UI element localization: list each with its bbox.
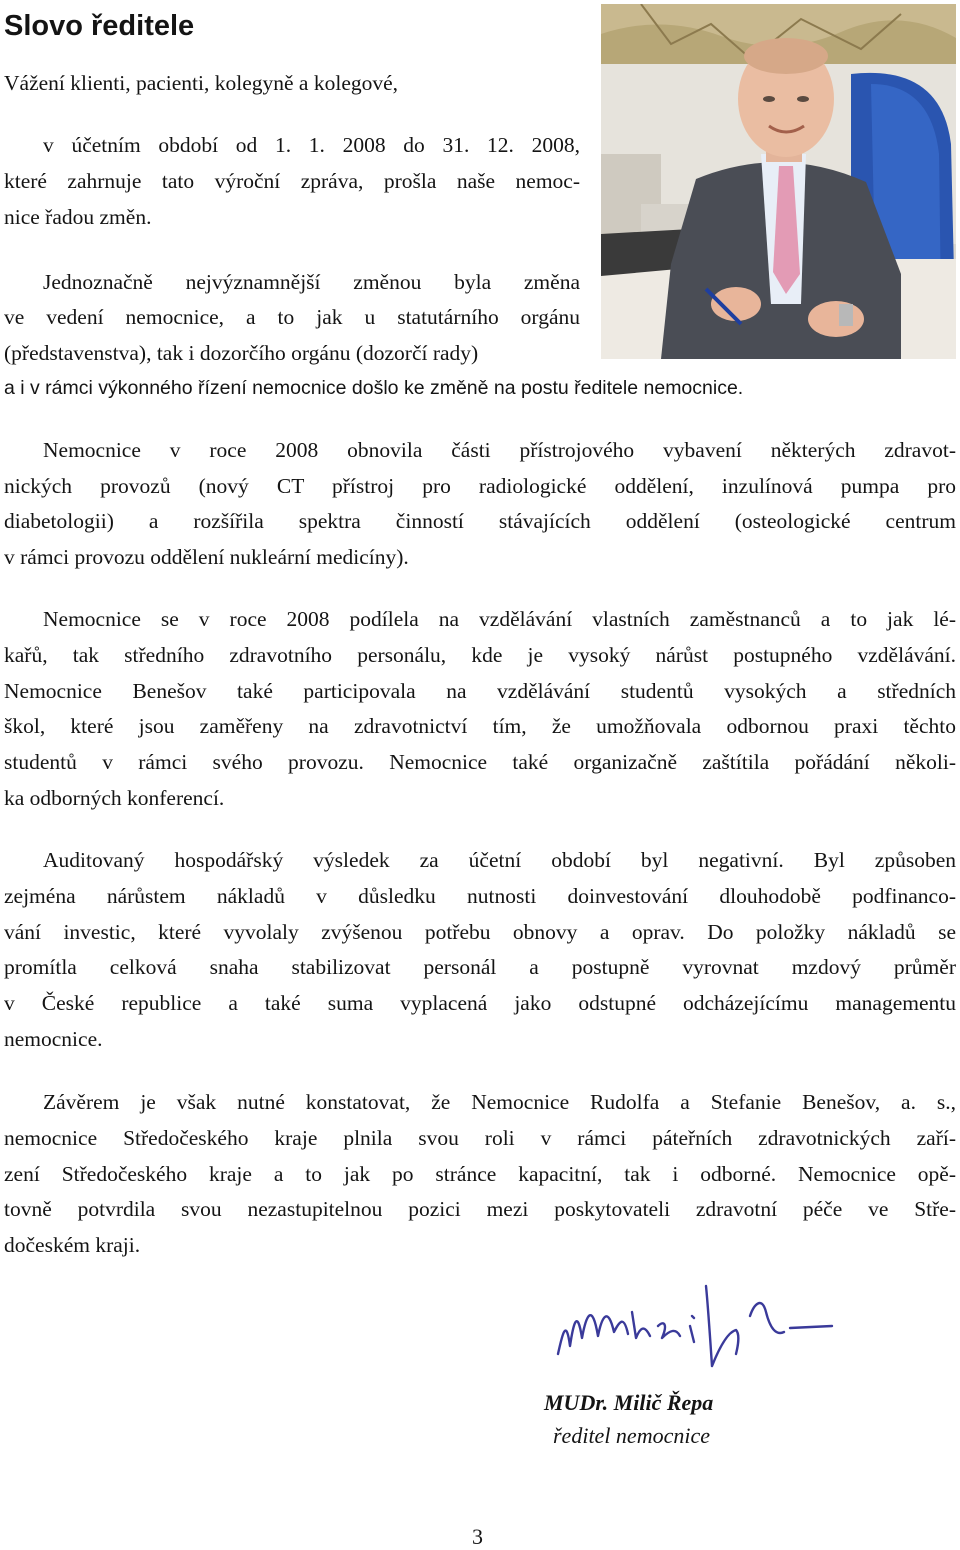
- handwritten-signature: [540, 1276, 840, 1386]
- paragraph-line: ka odborných konferencí.: [4, 786, 225, 810]
- paragraph-line: a i v rámci výkonného řízení nemocnice došlo ke změně na postu ředitele nemocnice.: [4, 377, 744, 399]
- paragraph-line: dočeském kraji.: [4, 1233, 141, 1257]
- intro-line: nice řadou změn.: [4, 205, 152, 229]
- paragraph-line: (představenstva), tak i dozorčího orgánu (dozorčí rady): [4, 341, 479, 365]
- paragraph-line: Závěrem je však nutné konstatovat, že Nemocnice Rudolfa a Stefanie Benešov, a. s.,: [43, 1090, 956, 1114]
- signature-role: ředitel nemocnice: [553, 1423, 710, 1448]
- greeting: Vážení klienti, pacienti, kolegyně a kolegové,: [4, 71, 399, 95]
- signature-name: MUDr. Milič Řepa: [544, 1390, 714, 1415]
- paragraph-line: nických provozů (nový CT přístroj pro radiologické oddělení, inzulínová pumpa pro: [4, 474, 956, 498]
- intro-line: které zahrnuje tato výroční zpráva, prošla naše nemoc-: [4, 169, 580, 193]
- paragraph-line: tovně potvrdila svou nezastupitelnou pozici mezi poskytovateli zdravotní péče ve Stře-: [4, 1197, 956, 1221]
- paragraph-line: promítla celková snaha stabilizovat personál a postupně vyrovnat mzdový průměr: [4, 955, 956, 979]
- page-title: Slovo ředitele: [4, 10, 195, 42]
- paragraph-line: zejména nárůstem nákladů v důsledku nutnosti doinvestování dlouhodobě podfinanco-: [4, 884, 956, 908]
- paragraph-line: nemocnice Středočeského kraje plnila svou roli v rámci páteřních zdravotnických zaří-: [4, 1126, 956, 1150]
- paragraph-line: vání investic, které vyvolaly zvýšenou potřebu obnovy a oprav. Do položky nákladů se: [4, 920, 956, 944]
- paragraph-line: v České republice a také suma vyplacená jako odstupné odcházejícímu managementu: [4, 991, 956, 1015]
- intro-line: v účetním období od 1. 1. 2008 do 31. 12. 2008,: [43, 133, 580, 157]
- paragraph-line: Nemocnice se v roce 2008 podílela na vzdělávání vlastních zaměstnanců a to jak lé-: [43, 607, 956, 631]
- paragraph-line: diabetologii) a rozšířila spektra činností stávajících oddělení (osteologické centrum: [4, 509, 956, 533]
- paragraph-line: Nemocnice Benešov také participovala na vzdělávání studentů vysokých a středních: [4, 679, 956, 703]
- paragraph-line: v rámci provozu oddělení nukleární medicíny).: [4, 545, 409, 569]
- paragraph-line: kařů, tak středního zdravotního personálu, kde je vysoký nárůst postupného vzdělávání.: [4, 643, 956, 667]
- paragraph-line: zení Středočeského kraje a to jak po stránce kapacitní, tak i odborné. Nemocnice opě-: [4, 1162, 956, 1186]
- paragraph-line: nemocnice.: [4, 1027, 103, 1051]
- paragraph-line: studentů v rámci svého provozu. Nemocnice také organizačně zaštítila pořádání několi-: [4, 750, 956, 774]
- paragraph-line: Jednoznačně nejvýznamnější změnou byla změna: [43, 270, 580, 294]
- paragraph-line: škol, které jsou zaměřeny na zdravotnictví tím, že umožňovala odbornou praxi těchto: [4, 714, 956, 738]
- page-number: 3: [472, 1524, 483, 1549]
- director-photo: [601, 4, 956, 359]
- paragraph-line: ve vedení nemocnice, a to jak u statutárního orgánu: [4, 305, 580, 329]
- paragraph-line: Auditovaný hospodářský výsledek za účetní období byl negativní. Byl způsoben: [43, 848, 956, 872]
- paragraph-line: Nemocnice v roce 2008 obnovila části přístrojového vybavení některých zdravot-: [43, 438, 956, 462]
